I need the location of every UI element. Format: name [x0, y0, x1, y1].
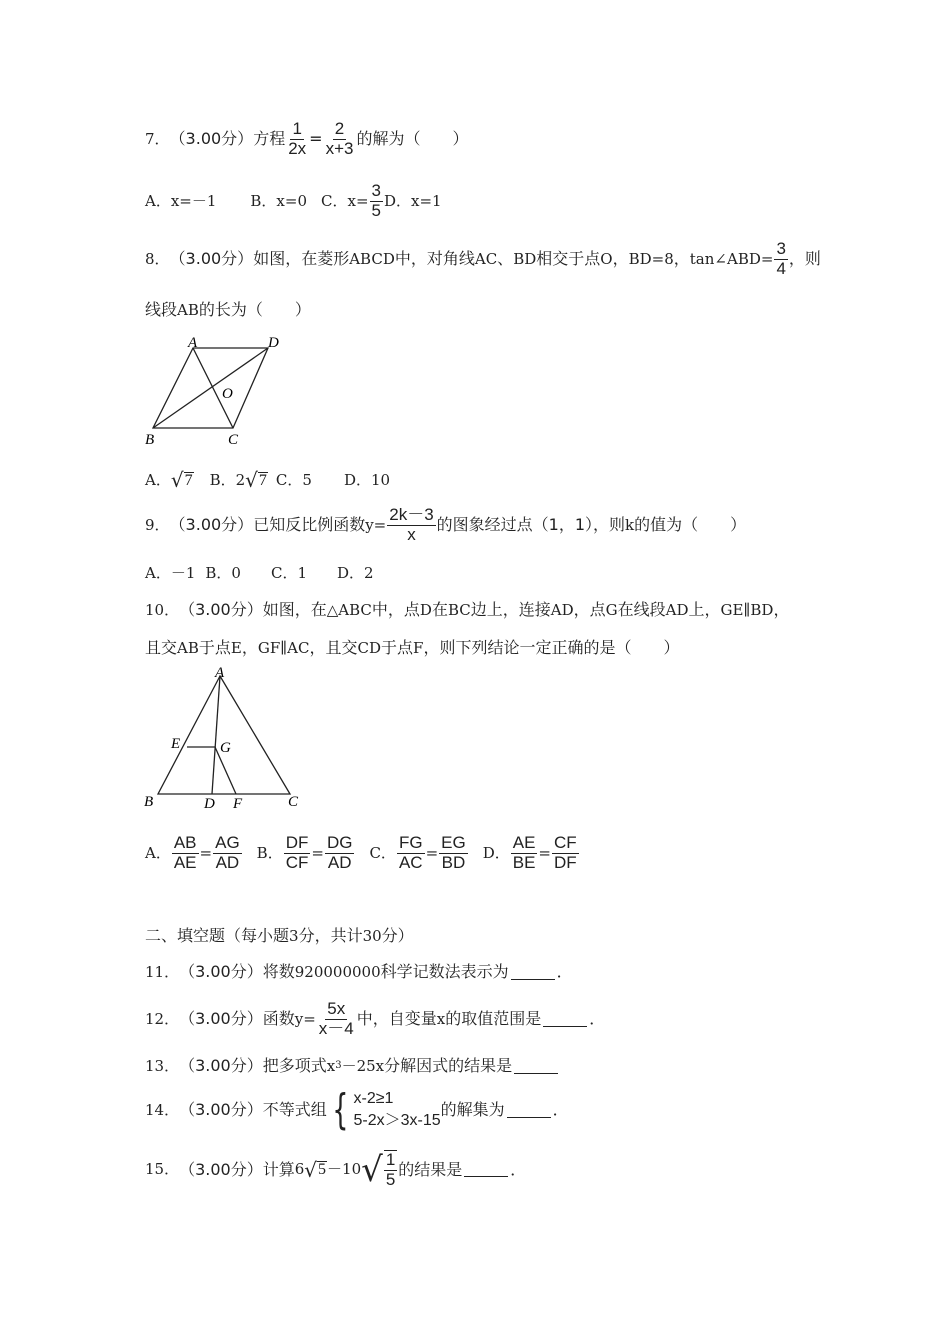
q12-answer-blank[interactable]	[543, 1012, 587, 1027]
q10-text-3: 在	[431, 600, 448, 619]
q8-text-5: ，	[673, 249, 690, 269]
q10-text-6: 在线段	[617, 600, 666, 619]
q10-label-a: A	[215, 665, 225, 681]
q10-label-b: B	[144, 794, 154, 810]
q9-y: y=	[365, 515, 387, 534]
q10-b-eq: =	[311, 843, 324, 862]
q10-option-a: A．	[145, 843, 171, 862]
q15-answer-blank[interactable]	[464, 1162, 508, 1177]
q8-bd: BD	[513, 249, 537, 268]
q9-option-a: A．－1	[145, 564, 196, 582]
q10-a-frac-1: $\frac{AB}{AE}$	[173, 833, 197, 872]
q8-stem	[145, 240, 821, 278]
q10-triangle-figure	[140, 664, 310, 812]
q8-option-b: B．2	[209, 470, 246, 489]
q8-number: 8．	[145, 249, 170, 268]
q11-text-2: 科学记数法表示为	[380, 962, 509, 981]
q10-line2-f: ，则下列结论一定正确的是（ ）	[423, 638, 680, 657]
section2-title	[145, 928, 414, 944]
q7-option-d: D．x=1	[384, 191, 442, 210]
q10-c-frac-2: $\frac{EG}{BD}$	[441, 833, 466, 872]
q10-option-d: D．	[482, 843, 510, 862]
q8-line2-b: 的长为（ ）	[198, 300, 311, 319]
q8-text-4: ，	[612, 249, 629, 269]
q8-stem-line2	[145, 302, 311, 318]
q8-score: （3.00分）	[169, 249, 254, 269]
q10-label-c: C	[288, 794, 299, 810]
q11-value: 920000000	[294, 962, 381, 981]
q10-b-frac-2: $\frac{DG}{AD}$	[326, 833, 353, 872]
q13-score: （3.00分）	[179, 1056, 263, 1075]
q10-d-eq: =	[538, 843, 551, 862]
q12-end: ．	[589, 1009, 606, 1029]
q13-exponent: 3	[335, 1060, 342, 1071]
q7-stem	[145, 120, 468, 158]
q8-ac: AC	[474, 249, 498, 268]
q8-label-a: A	[188, 335, 198, 351]
q10-f: F	[413, 638, 424, 657]
q13-text-2: 分解因式的结果是	[384, 1056, 513, 1075]
q14-end: ．	[552, 1100, 569, 1120]
q9-fraction: $\frac{2k-3}{x}$	[389, 505, 434, 544]
q10-label-f: F	[233, 796, 243, 812]
q7-options	[145, 182, 442, 220]
q15-number: 15．	[145, 1160, 180, 1179]
q13-number: 13．	[145, 1056, 180, 1075]
q7-number: 7．	[145, 129, 170, 148]
q10-e: E	[230, 638, 242, 657]
q7-fraction-left: $\frac{1}{2x}$	[288, 119, 307, 158]
q14-text-1: 不等式组	[262, 1100, 327, 1120]
q8-rhombus-figure	[140, 332, 290, 450]
section2-title-a: 二、填空题（每小题	[145, 926, 290, 945]
q7-option-c-fraction: $\frac{3}{5}$	[371, 181, 381, 220]
q12-text-3: 的取值范围是	[445, 1009, 542, 1029]
q10-option-c: C．	[369, 843, 396, 862]
q14-score: （3.00分）	[179, 1100, 263, 1120]
q9-stem	[145, 506, 746, 544]
q8-tan-fraction: $\frac{3}{4}$	[776, 239, 786, 278]
q10-label-e: E	[171, 736, 181, 752]
q11-text-1: 将数	[262, 962, 295, 981]
q10-option-b: B．	[256, 843, 283, 862]
q10-label-g: G	[220, 740, 231, 756]
q10-text-2: 中，点	[371, 600, 420, 619]
q7-text: 方程	[253, 129, 286, 149]
q8-text-1: 如图，在菱形	[253, 249, 350, 269]
q15-score: （3.00分）	[179, 1159, 263, 1179]
q9-option-d: D．2	[337, 564, 374, 582]
q10-a-eq: =	[199, 843, 213, 862]
q11-end: ．	[556, 962, 573, 981]
q12-text-2: 中，自变量	[356, 1009, 437, 1029]
q8-label-d: D	[268, 335, 279, 351]
q10-text-1: 如图，在	[262, 600, 327, 619]
q10-cd: CD	[357, 638, 382, 657]
q10-text-4: 边上，连接	[470, 600, 551, 619]
section2-n30: 30	[362, 926, 382, 945]
q9-text-2: 的图象经过点（1，1），则	[436, 515, 626, 535]
q10-ge: GE∥BD	[720, 600, 774, 619]
q14-stem	[145, 1085, 569, 1135]
q10-d-frac-1: $\frac{AE}{BE}$	[512, 833, 536, 872]
q9-option-b: B．0	[205, 564, 241, 582]
q10-number: 10．	[145, 600, 180, 619]
q7-text-end: 的解为（ ）	[356, 129, 469, 149]
q8-line2-a: 线段	[145, 300, 178, 319]
q15-coef: 6	[294, 1160, 305, 1179]
q10-gf: GF∥AC	[257, 638, 310, 657]
q10-stem-line2	[145, 640, 679, 656]
q14-row-2: 5-2x＞3x-15	[353, 1112, 441, 1130]
q12-stem	[145, 1000, 605, 1038]
q10-text-8: ，	[773, 600, 790, 619]
q8-option-b-sqrt: √ 7	[245, 468, 267, 492]
q12-y: y=	[294, 1009, 316, 1028]
q8-option-a-sqrt: √ 7	[170, 468, 193, 492]
q10-line2-b: 于点	[198, 638, 231, 657]
q15-sqrt-5: √ 5	[304, 1157, 327, 1182]
q13-expr: x	[326, 1056, 336, 1075]
q7-fraction-right: $\frac{2}{x+3}$	[325, 119, 354, 158]
q14-number: 14．	[145, 1100, 180, 1119]
q10-d: D	[419, 600, 432, 619]
q13-answer-blank[interactable]	[514, 1059, 558, 1074]
q10-score: （3.00分）	[179, 600, 263, 619]
q14-text-2: 的解集为	[440, 1100, 505, 1120]
q8-bd-value: BD=8	[628, 249, 674, 268]
q10-bc: BC	[447, 600, 471, 619]
q10-line2-a: 且交	[145, 638, 178, 657]
q10-triangle: △ABC	[326, 600, 372, 619]
q8-text-6: ，则	[788, 249, 821, 269]
q9-options	[145, 566, 374, 581]
q15-end: ．	[510, 1159, 527, 1179]
q10-ad-2: AD	[665, 600, 689, 619]
q11-number: 11．	[145, 962, 180, 981]
q8-sep: 、	[497, 249, 514, 269]
q10-a-frac-2: $\frac{AG}{AD}$	[215, 833, 240, 872]
q10-label-d: D	[204, 796, 215, 812]
q8-tan: tan∠ABD=	[689, 249, 774, 268]
q14-row-1: x-2≥1	[353, 1090, 394, 1107]
q10-options	[145, 834, 580, 872]
q12-fraction: $\frac{5x}{x-4}$	[318, 999, 354, 1038]
q10-d-frac-2: $\frac{CF}{DF}$	[554, 833, 577, 872]
section2-title-c: 分）	[381, 926, 414, 945]
q10-text-5: ，点	[573, 600, 606, 619]
q9-score: （3.00分）	[169, 515, 254, 535]
q13-expr-2: －25x	[341, 1056, 385, 1075]
q9-text-3: 的值为（ ）	[634, 515, 747, 535]
q10-ab: AB	[177, 638, 199, 657]
section2-n3: 3	[289, 926, 299, 945]
q8-label-c: C	[228, 432, 239, 448]
q7-score: （3.00分）	[169, 129, 254, 149]
q8-text-3: 相交于点	[536, 249, 601, 269]
q12-x: x	[436, 1009, 446, 1028]
q8-option-a: A．	[145, 470, 171, 489]
q9-k: k	[625, 515, 635, 534]
q8-o: O	[600, 249, 613, 268]
q10-g: G	[605, 600, 618, 619]
q10-c-eq: =	[425, 843, 439, 862]
q10-line2-d: ，且交	[309, 638, 358, 657]
q15-sqrt-fraction: √ $\frac{1}{5}$	[361, 1149, 396, 1190]
q14-inequality-system	[327, 1085, 441, 1135]
q13-stem	[145, 1058, 560, 1074]
q8-option-d: D．10	[343, 470, 391, 489]
q9-text-1: 已知反比例函数	[253, 515, 366, 535]
q8-option-c: C．5	[275, 470, 312, 489]
q8-options	[145, 470, 390, 490]
q10-b-frac-1: $\frac{DF}{CF}$	[285, 833, 309, 872]
q10-ad: AD	[550, 600, 574, 619]
brace-icon: {	[332, 1085, 349, 1135]
q10-stem	[145, 602, 789, 618]
q10-c-frac-1: $\frac{FG}{AC}$	[398, 833, 423, 872]
q11-stem	[145, 964, 573, 980]
q8-text-2: 中，对角线	[394, 249, 475, 269]
q15-text-2: 的结果是	[398, 1159, 463, 1179]
q8-label-b: B	[145, 432, 155, 448]
q12-number: 12．	[145, 1009, 180, 1028]
q12-text-1: 函数	[262, 1009, 295, 1029]
q13-text-1: 把多项式	[262, 1056, 327, 1075]
q15-text-1: 计算	[262, 1159, 295, 1179]
q7-option-c: C．x=	[321, 191, 369, 210]
q7-option-b: B．x=0	[250, 191, 308, 210]
q8-ab: AB	[177, 300, 199, 319]
q11-score: （3.00分）	[179, 962, 263, 981]
q8-label-o: O	[222, 386, 233, 402]
q7-equals: =	[309, 129, 323, 149]
q12-score: （3.00分）	[179, 1009, 263, 1029]
q15-minus: －10	[327, 1160, 362, 1179]
q11-answer-blank[interactable]	[511, 965, 555, 980]
q10-text-7: 上，	[688, 600, 721, 619]
q7-option-a: A．x=－1	[145, 191, 217, 210]
q8-abcd: ABCD	[349, 249, 395, 268]
q10-line2-e: 于点	[381, 638, 414, 657]
q14-answer-blank[interactable]	[507, 1103, 551, 1118]
q10-line2-c: ，	[241, 638, 258, 657]
q9-option-c: C．1	[270, 564, 307, 582]
q9-number: 9．	[145, 515, 170, 534]
section2-title-b: 分，共计	[298, 926, 363, 945]
q15-stem	[145, 1150, 526, 1189]
